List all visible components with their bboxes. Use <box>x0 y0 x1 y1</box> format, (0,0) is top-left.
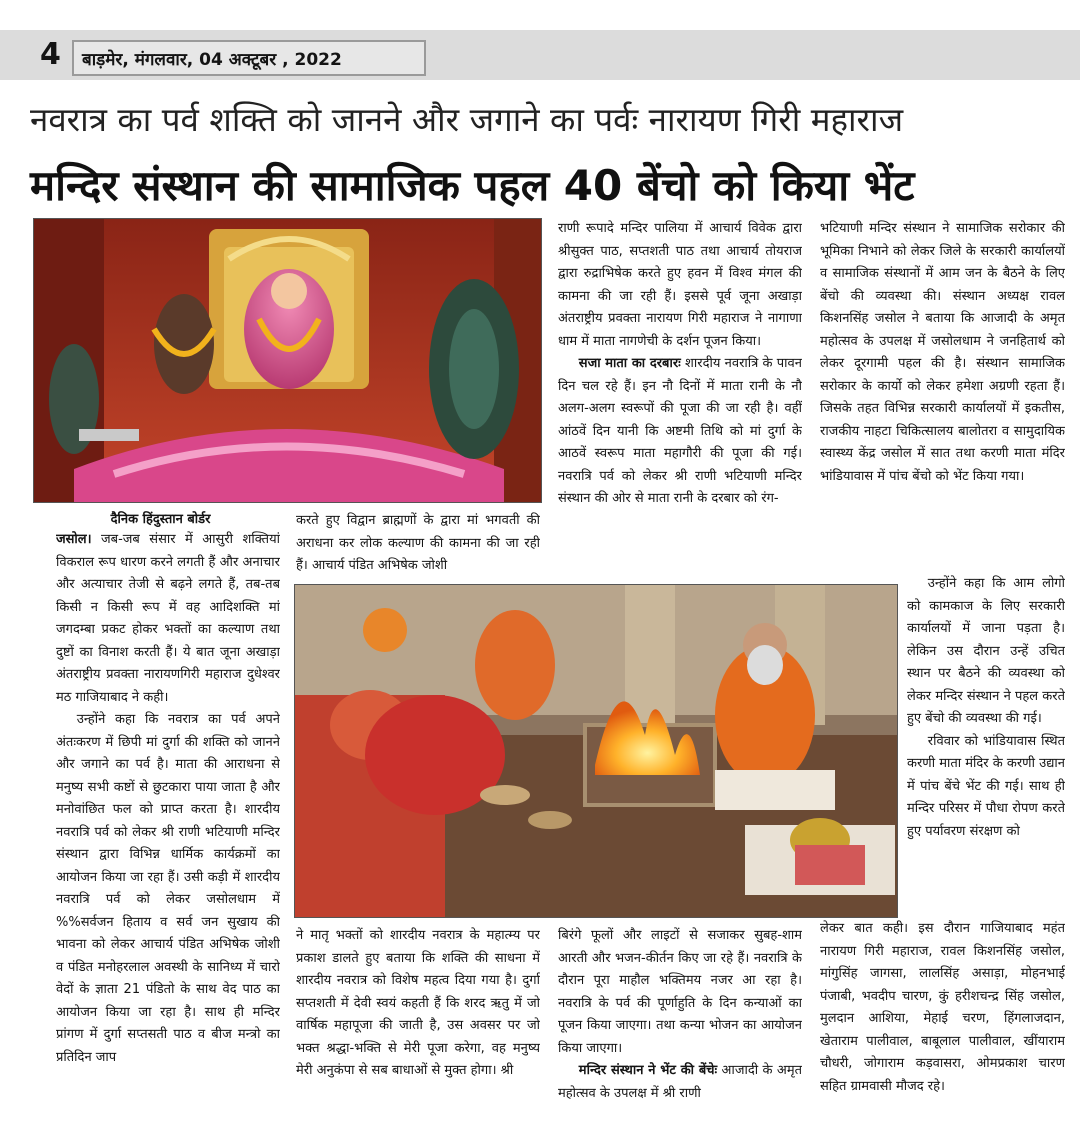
column-3-top <box>558 218 802 583</box>
column-4-paragraph-1: भटियाणी मन्दिर संस्थान ने सामाजिक सरोकार की भूमिका निभाने को लेकर जिले के सरकारी कार्यालयों व सामाजिक संस्थानों में आम जन के बैठने के लिए बेंचो की व्यवस्था की। संस्थान अध्यक्ष रावल किशनसिंह जसोल ने बताया कि आजादी के अमृत महोत्सव के उपलक्ष में जसोलधाम ने जनहितार्थ को लेकर दूरगामी पहल की है। संस्थान सामाजिक सरोकार के कार्यो को लेकर हमेशा अग्रणी रहता हैं। जिसके तहत विभिन्न सरकारी कार्यालयों में इकतीस, राजकीय नाहटा चिकित्सालय बालोतरा व सामुदायिक स्वास्थ्य केंद्र जसोल में सात तथा करणी माता मंदिर भांडियावास में पांच बेंचो को भेंट किया गया। <box>820 221 1065 484</box>
page-number: 4 <box>40 37 61 72</box>
column-4-paragraph-2: उन्होंने कहा कि आम लोगो को कामकाज के लिए सरकारी कार्यालयों में जाना पड़ता है। लेकिन उस दौरान उन्हें उचित स्थान पर बैठने की व्यवस्था को लेकर मन्दिर संस्थान ने पहल करते हुए बेंचो की व्यवस्था की गई। <box>907 576 1065 726</box>
column-1-paragraph-1: जसोल। जब-जब संसार में आसुरी शक्तियां विकराल रूप धारण करने लगती हैं और अनाचार और अत्याचार तेजी से बढ़ने लगते हैं, तब-तब किसी न किसी रूप में वह आदिशक्ति मां जगदम्बा प्रकट होकर भक्तों का कल्याण तथा दुष्टों का विनाश करती हैं। ये बात जूना अखाड़ा अंतराष्ट्रीय प्रवक्ता नारायणगिरी महाराज दुधेश्वर मठ गाजियाबाद ने कही। <box>56 532 280 705</box>
column-1-paragraph-2: उन्होंने कहा कि नवरात्र का पर्व अपने अंतःकरण में छिपी मां दुर्गा की शक्ति को जानने और जगाने का पर्व है। माता की आराधना से मनुष्य सभी कष्टों से छुटकारा पाया जाता है और मनोवांछित फल को प्राप्त करता है। शारदीय नवरात्रि पर्व को लेकर श्री राणी भटियाणी मन्दिर संस्थान द्वारा विभिन्न धार्मिक कार्यक्रमों का आयोजन किया जा रहा हैं। उसी कड़ी में शारदीय नवरात्रि पर्व को लेकर जसोलधाम में %%सर्वजन हिताय व सर्व जन सुखाय की भावना को लेकर आचार्य पंडित अभिषेक जोशी व पंडित मनोहरलाल अवस्थी के सानिध्य में चारो वेदों के ज्ञाता 21 पंडितो के साथ वेद पाठ का आयोजन किया जा रहा है। साथ ही मन्दिर प्रांगण में दुर्गा सप्तसती पाठ व बीज मन्त्रो का प्रतिदिन जाप <box>56 712 280 1065</box>
column-2-top: करते हुए विद्वान ब्राह्मणों के द्वारा मां भगवती की अराधना कर लोक कल्याण की कामना की जा रही हैं। आचार्य पंडित अभिषेक जोशी <box>296 513 540 573</box>
column-3-paragraph-4: मन्दिर संस्थान ने भेंट की बेंचेः आजादी के अमृत महोत्सव के उपलक्ष में श्री राणी <box>558 1063 802 1101</box>
subhead-mata-darbar: सजा माता का दरबारः <box>578 356 681 371</box>
kicker-headline: नवरात्र का पर्व शक्ति को जानने और जगाने का पर्वः नारायण गिरी महाराज <box>30 100 904 139</box>
dateline: बाड़मेर, मंगलवार, 04 अक्टूबर , 2022 <box>72 40 426 76</box>
column-4-paragraph-3: रविवार को भांडियावास स्थित करणी माता मंदिर के करणी उद्यान में पांच बेंचे भेंट की गई। साथ ही मन्दिर परिसर में पौधा रोपण करते हुए पर्यावरण संरक्षण को <box>907 733 1065 839</box>
location-dateline: जसोल। <box>56 532 92 547</box>
column-2-bottom: ने मातृ भक्तों को शारदीय नवरात्र के महात्म्य पर प्रकाश डालते हुए बताया कि शक्ति की साधना में शारदीय नवरात्र को विशेष महत्व दिया गया है। दुर्गा सप्तशती में देवी स्वयं कहती हैं कि शरद ऋतु में जो वार्षिक महापूजा की जाती है, उस अवसर पर जो भक्त श्रद्धा-भक्ति से मेरी पूजा करेगा, वह मनुष्य मेरी अनुकंपा से सब बाधाओं से मुक्त होगा। श्री <box>296 928 540 1078</box>
byline: दैनिक हिंदुस्तान बोर्डर <box>110 512 211 527</box>
subhead-benches: मन्दिर संस्थान ने भेंट की बेंचेः <box>578 1063 718 1078</box>
temple-idol-photo <box>33 218 542 503</box>
column-4-bottom <box>820 918 1065 1123</box>
main-headline: मन्दिर संस्थान की सामाजिक पहल 40 बेंचो को किया भेंट <box>30 161 915 210</box>
column-3-bottom <box>558 925 802 1125</box>
column-4-middle <box>907 573 1065 918</box>
column-4-paragraph-4: लेकर बात कही। इस दौरान गाजियाबाद महंत नारायण गिरी महाराज, रावल किशनसिंह जसोल, मांगुसिंह जागसा, लालसिंह असाड़ा, मोहनभाई पंजाबी, भवदीप चारण, कुं हरीशचन्द्र सिंह जसोल, मुलदान आशिया, मेहाई चरण, हिंगलाजदान, खेताराम पालीवाल, बाबूलाल पालीवाल, खींयाराम चौधरी, जोगाराम कड़वासरा, ओमप्रकाश चारण सहित ग्रामवासी मौजद रहे। <box>820 921 1065 1094</box>
column-1 <box>56 529 280 1119</box>
column-4-top <box>820 218 1065 573</box>
column-3-paragraph-2: सजा माता का दरबारः शारदीय नवरात्रि के पावन दिन चल रहे हैं। इन नौ दिनों में माता रानी के नौ अलग-अलग स्वरूपों की पूजा की जा रही है। वहीं आंठवें दिन यानी कि अष्टमी तिथि को मां दुर्गा के आठवें स्वरूप माता महागौरी की पूजा की गई। नवरात्रि पर्व को लेकर श्री राणी भटियाणी मन्दिर संस्थान की ओर से माता रानी के दरबार को रंग- <box>558 356 802 506</box>
column-3-paragraph-1: राणी रूपादे मन्दिर पालिया में आचार्य विवेक द्वारा श्रीसुक्त पाठ, सप्तशती पाठ तथा आचार्य तोयराज द्वारा रुद्राभिषेक करते हुए हवन में विश्व मंगल की कामना की जा रही हैं। इससे पूर्व जूना अखाड़ा अंतराष्ट्रीय प्रवक्ता नारायण गिरी महाराज ने नागाणा धाम में माता नागणेची के दर्शन पूजन किया। <box>558 221 802 349</box>
column-3-paragraph-3: बिरंगे फूलों और लाइटों से सजाकर सुबह-शाम आरती और भजन-कीर्तन किए जा रहे हैं। नवरात्रि के दौरान पूरा माहौल भक्तिमय नजर आ रहा है। नवरात्रि के पर्व की पूर्णाहुति के दिन कन्याओं का पूजन किया जाएगा। तथा कन्या भोजन का आयोजन किया जाएगा। <box>558 928 802 1056</box>
havan-ritual-photo <box>294 584 898 918</box>
